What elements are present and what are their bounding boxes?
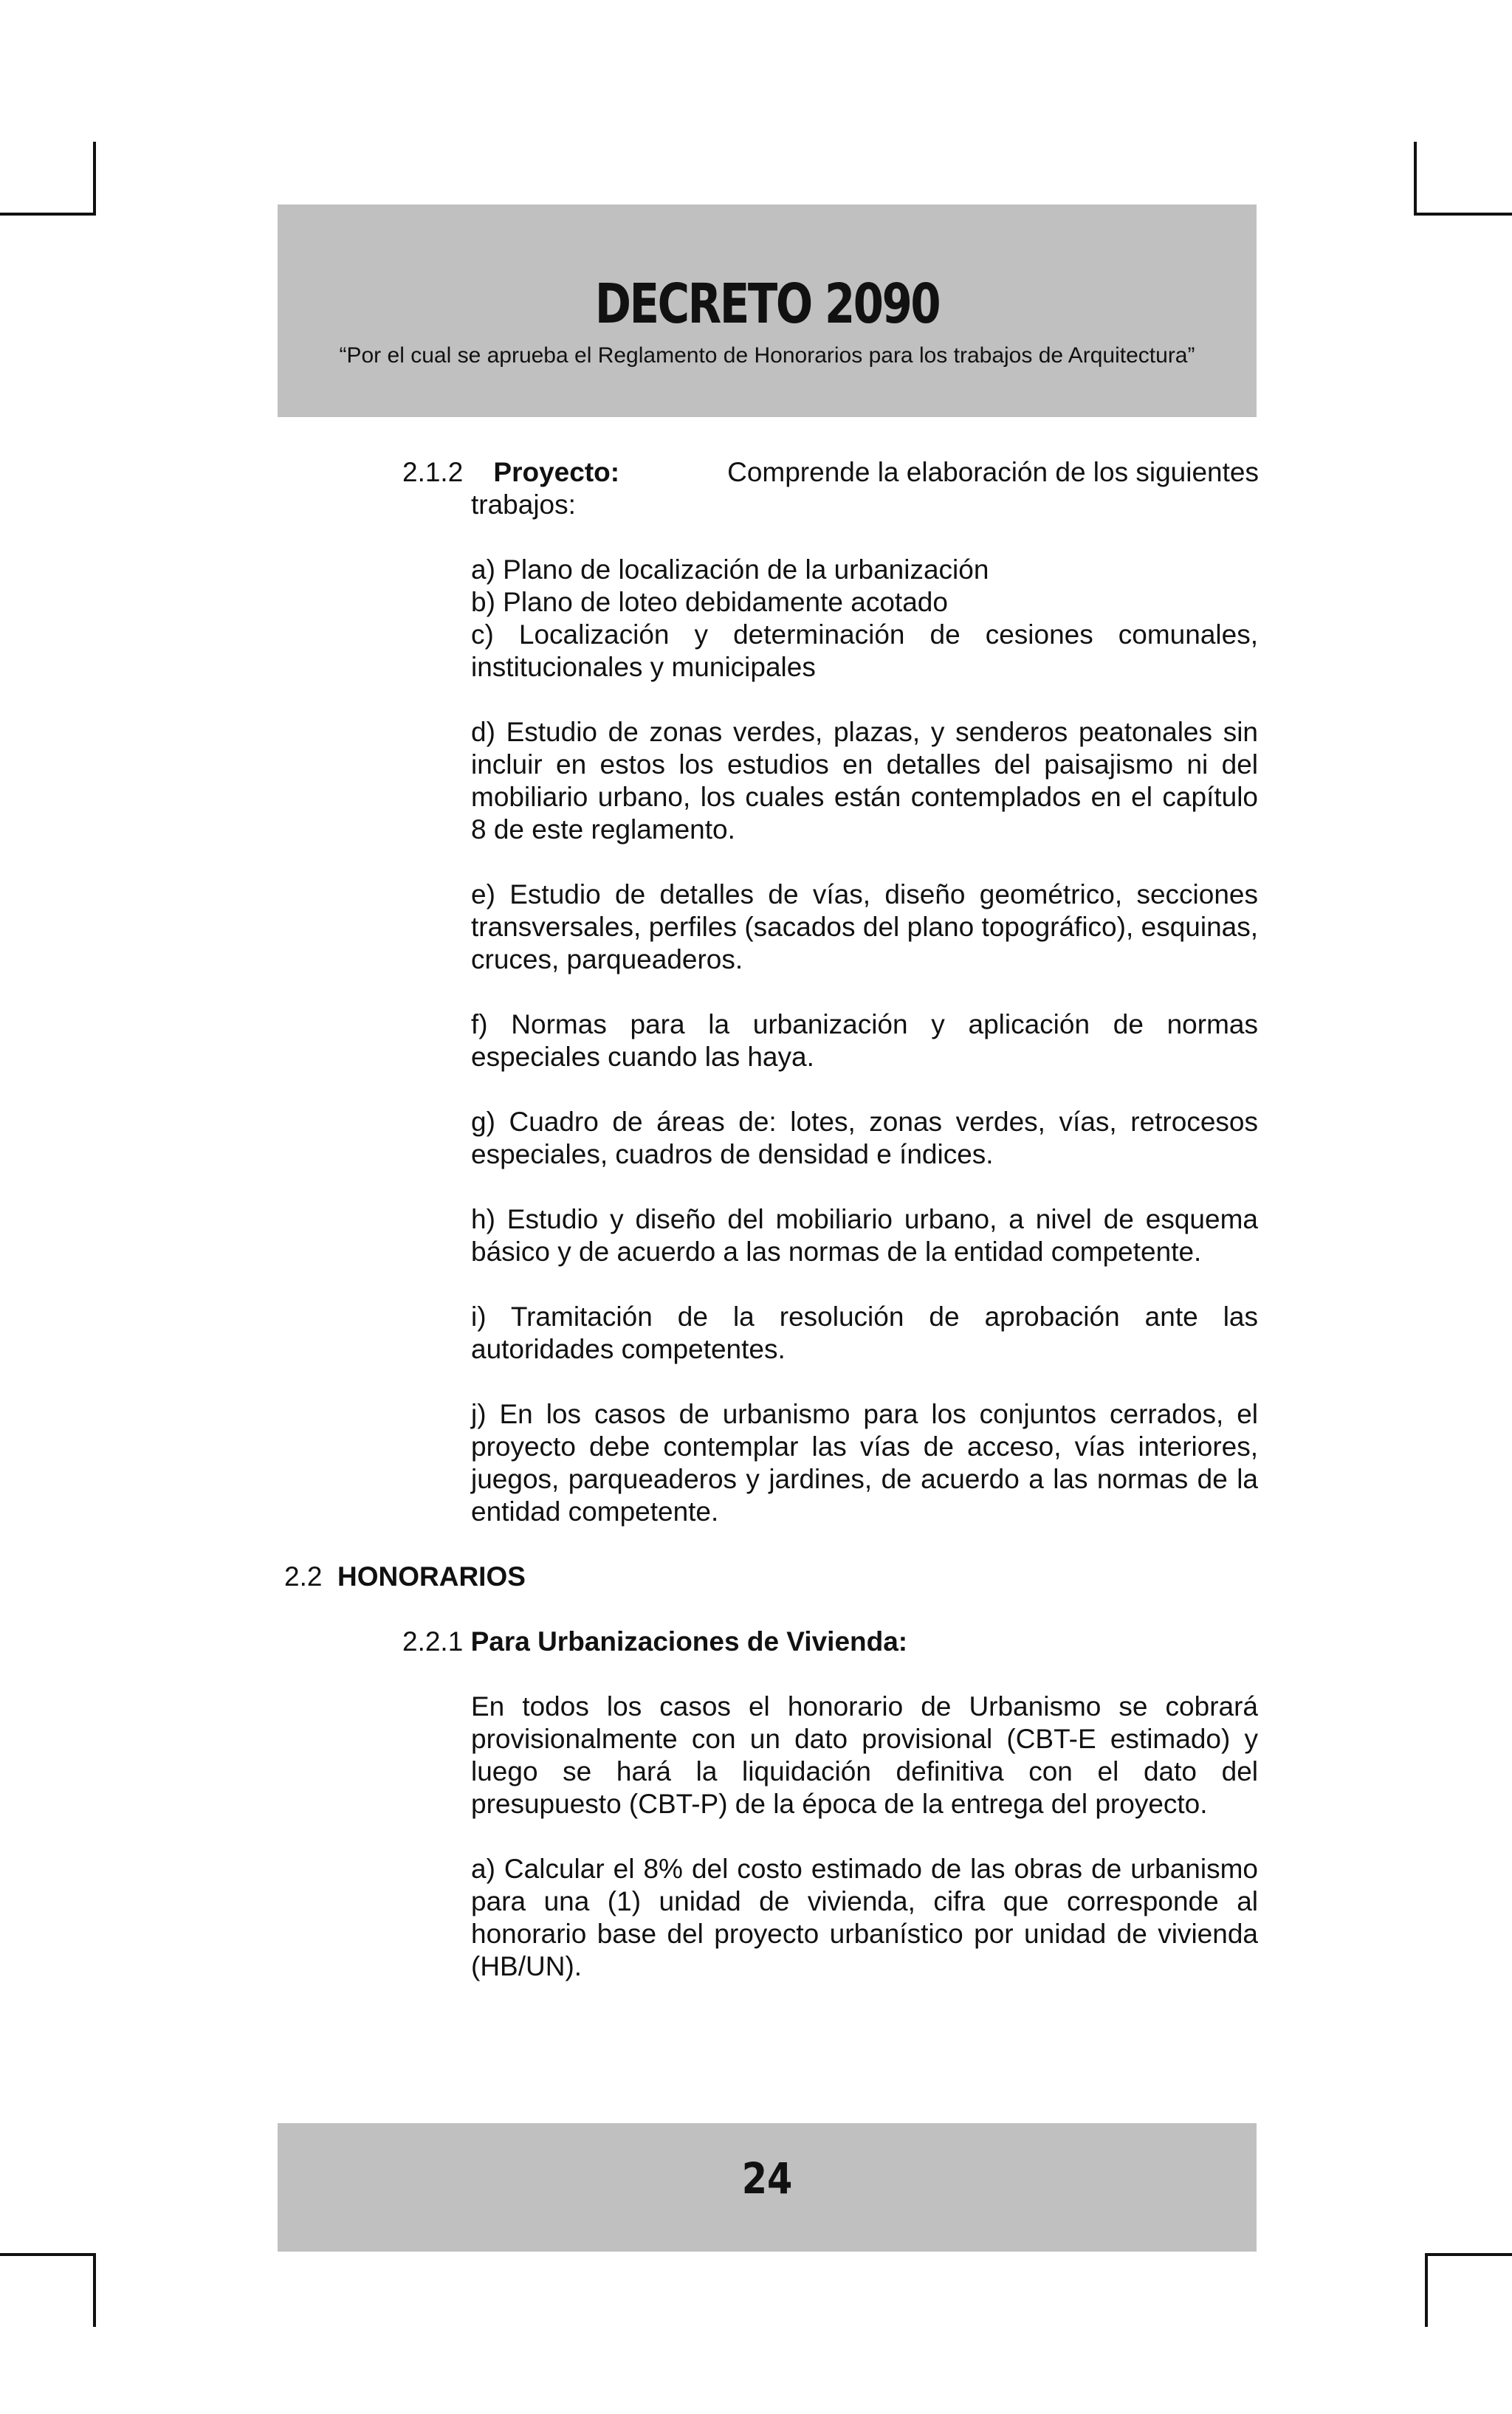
section-2-2-1-paragraph: En todos los casos el honorario de Urbanismo se cobrará provisionalmente con un dato provisional (CBT-E estimado) y luego se hará la liquidación definitiva con el dato del presupuesto (CBT-P) de la época de la entrega del proyecto.: [471, 1691, 1258, 1819]
page-number: 24: [741, 2153, 793, 2204]
crop-mark-bottom-right-horizontal: [1425, 2253, 1512, 2256]
crop-mark-top-right-vertical: [1414, 142, 1417, 216]
section-lead-text: Comprende la elaboración de los siguientes: [727, 457, 1259, 487]
list-item-c: c) Localización y determinación de cesiones comunales, institucionales y municipales: [471, 619, 1258, 682]
section-2-1-2-intro: [402, 456, 1259, 521]
section-2-2-heading: [284, 1561, 875, 1593]
crop-mark-bottom-left-vertical: [93, 2253, 96, 2327]
list-item-a: a) Plano de localización de la urbanización: [471, 554, 989, 585]
list-item-d: d) Estudio de zonas verdes, plazas, y senderos peatonales sin incluir en estos los estudios en detalles del paisajismo ni del mobiliario urbano, los cuales están contemplados en el capítulo 8 de este reglamento.: [471, 717, 1258, 845]
section-heading: Proyecto:: [493, 457, 620, 487]
crop-mark-bottom-left-horizontal: [0, 2253, 96, 2256]
document-subtitle: “Por el cual se aprueba el Reglamento de Honorarios para los trabajos de Arquitectura”: [339, 343, 1195, 368]
crop-mark-top-left-horizontal: [0, 213, 96, 216]
list-item-f: f) Normas para la urbanización y aplicación de normas especiales cuando las haya.: [471, 1009, 1258, 1072]
list-item-i: i) Tramitación de la resolución de aprobación ante las autoridades competentes.: [471, 1301, 1258, 1364]
list-item-e: e) Estudio de detalles de vías, diseño geométrico, secciones transversales, perfiles (sacados del plano topográfico), esquinas, cruces, parqueaderos.: [471, 879, 1258, 974]
section-lead-continuation: trabajos:: [471, 489, 576, 520]
list-item-b: b) Plano de loteo debidamente acotado: [471, 587, 948, 617]
list-item-g: g) Cuadro de áreas de: lotes, zonas verdes, vías, retrocesos especiales, cuadros de densidad e índices.: [471, 1107, 1258, 1169]
section-heading: HONORARIOS: [337, 1561, 526, 1592]
section-2-2-1-item-a: a) Calcular el 8% del costo estimado de las obras de urbanismo para una (1) unidad de vivienda, cifra que corresponde al honorario base del proyecto urbanístico por unidad de vivienda (HB/UN).: [471, 1854, 1258, 1981]
crop-mark-bottom-right-vertical: [1425, 2253, 1428, 2327]
section-number: 2.1.2: [402, 457, 464, 487]
document-header: [278, 204, 1257, 417]
section-2-2-1-heading: [402, 1626, 1259, 1658]
list-item-j: j) En los casos de urbanismo para los conjuntos cerrados, el proyecto debe contemplar las vías de acceso, vías interiores, juegos, parqueaderos y jardines, de acuerdo a las normas de la entidad competente.: [471, 1399, 1258, 1527]
document-title: DECRETO 2090: [594, 272, 940, 336]
section-number: 2.2: [284, 1561, 323, 1592]
crop-mark-top-left-vertical: [93, 142, 96, 216]
section-number: 2.2.1: [402, 1626, 464, 1657]
section-heading: Para Urbanizaciones de Vivienda:: [470, 1626, 908, 1657]
crop-mark-top-right-horizontal: [1414, 213, 1512, 216]
document-footer: [278, 2123, 1257, 2252]
list-item-h: h) Estudio y diseño del mobiliario urbano, a nivel de esquema básico y de acuerdo a las normas de la entidad competente.: [471, 1204, 1258, 1267]
